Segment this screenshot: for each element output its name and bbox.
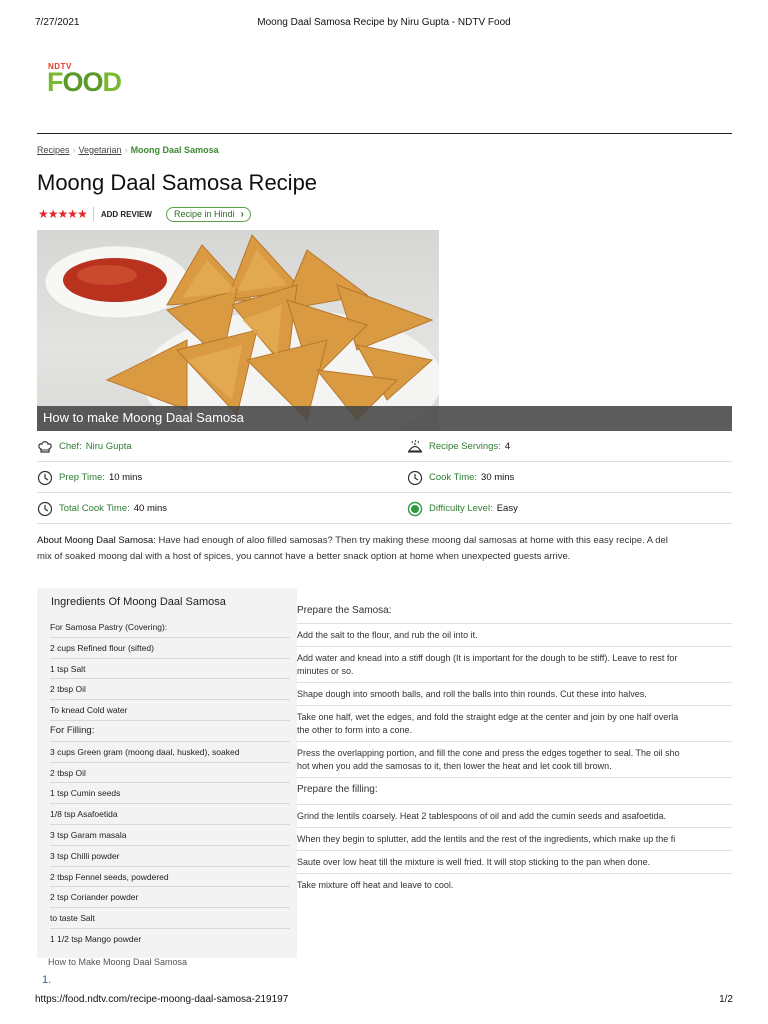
ingredient-section-heading: For Filling: (50, 721, 290, 742)
about-text-line-2: mix of soaked moong dal with a host of spices, you cannot have a better snack option at home when unexpected guests arrive. (37, 551, 571, 562)
about-label: About Moong Daal Samosa (37, 535, 154, 546)
ingredient-item: 1 tsp Cumin seeds (50, 783, 290, 804)
servings-label: Recipe Servings: (429, 441, 501, 452)
total-time-info (37, 493, 167, 524)
print-url: https://food.ndtv.com/recipe-moong-daal-samosa-219197 (35, 994, 289, 1005)
logo-letter: O (62, 67, 83, 97)
clock-icon (37, 501, 53, 517)
ingredient-item: 2 tbsp Oil (50, 679, 290, 700)
print-date: 7/27/2021 (35, 17, 80, 28)
chef-name[interactable]: Niru Gupta (85, 441, 132, 452)
print-page-title: Moong Daal Samosa Recipe by Niru Gupta - NDTV Food (257, 17, 511, 28)
ndtv-food-logo[interactable] (47, 62, 127, 98)
how-to-make-label: How to Make Moong Daal Samosa (48, 957, 188, 967)
add-review-link[interactable]: ADD REVIEW (100, 209, 152, 219)
rating-row (38, 206, 251, 222)
breadcrumb-separator: › (72, 145, 76, 155)
header-divider (37, 133, 732, 134)
breadcrumb-current: Moong Daal Samosa (130, 145, 219, 155)
prep-time-label: Prep Time: (59, 472, 105, 483)
method-step-line: Press the overlapping portion, and fill the cone and press the edges together to seal. The oil sho (297, 748, 680, 758)
chef-label: Chef: (59, 441, 82, 452)
difficulty-label: Difficulty Level: (429, 503, 493, 514)
about-text-line-1: : Have had enough of aloo filled samosas? Then try making these moong dal samosas at home with this easy recipe. A del (153, 535, 668, 546)
servings-value: 4 (504, 441, 511, 452)
method-step: Shape dough into smooth balls, and roll the balls into thin rounds. Cut these into halves. (297, 683, 732, 706)
ingredient-item: For Samosa Pastry (Covering): (50, 617, 290, 638)
difficulty-value: Easy (496, 503, 518, 514)
ingredients-title: Ingredients Of Moong Daal Samosa (51, 596, 226, 608)
step-section-heading: Prepare the Samosa: (297, 598, 732, 624)
ingredient-item: 1 1/2 tsp Mango powder (50, 933, 142, 944)
star-icon[interactable]: ★ (67, 207, 79, 221)
breadcrumb (37, 145, 219, 155)
method-step-line: Take one half, wet the edges, and fold the straight edge at the center and join by one half overla (297, 712, 679, 722)
star-icon[interactable]: ★ (47, 207, 59, 221)
star-rating[interactable] (38, 208, 87, 220)
ingredients-list (50, 617, 290, 950)
method-step: When they begin to splutter, add the lentils and the rest of the ingredients, which make up the fi (297, 828, 732, 851)
star-icon[interactable]: ★ (77, 207, 88, 221)
ingredient-item: 3 tsp Garam masala (50, 825, 290, 846)
logo-food-text (47, 67, 121, 97)
star-icon[interactable]: ★ (38, 207, 49, 221)
about-recipe (37, 533, 737, 565)
serving-dish-icon (407, 439, 423, 455)
how-to-step-number: 1. (42, 974, 52, 986)
ingredient-item: 2 tbsp Fennel seeds, powdered (50, 867, 290, 888)
ingredients-panel (37, 588, 297, 958)
star-icon[interactable]: ★ (57, 207, 69, 221)
ingredient-item: To knead Cold water (50, 700, 290, 721)
method-step: Grind the lentils coarsely. Heat 2 tablespoons of oil and add the cumin seeds and asafoetida. (297, 805, 732, 828)
print-page-number: 1/2 (719, 994, 733, 1005)
clock-icon (37, 470, 53, 486)
ingredient-item: 3 cups Green gram (moong daal, husked), soaked (50, 742, 290, 763)
method-step (297, 742, 732, 778)
recipe-in-hindi-button[interactable] (166, 207, 251, 222)
ingredient-item: 2 tsp Coriander powder (50, 887, 290, 908)
info-row (37, 462, 732, 493)
page-title: Moong Daal Samosa Recipe (37, 170, 318, 195)
samosa-photo-illustration (37, 230, 439, 431)
ingredient-item: 1 tsp Salt (50, 659, 290, 680)
recipe-info-grid (37, 431, 732, 524)
step-section-heading: Prepare the filling: (297, 778, 732, 805)
ingredient-item: to taste Salt (50, 908, 290, 929)
hero-caption: How to make Moong Daal Samosa (43, 410, 244, 425)
method-steps (297, 598, 732, 896)
ingredient-item: 2 tbsp Oil (50, 763, 290, 784)
cook-time-value: 30 mins (481, 472, 515, 483)
logo-letter: D (102, 67, 122, 97)
chef-info (37, 431, 132, 462)
ingredient-item: 2 cups Refined flour (sifted) (50, 638, 290, 659)
rating-divider (93, 207, 94, 221)
method-step (297, 647, 732, 683)
method-step-line: the other to form into a cone. (297, 725, 413, 735)
recipe-hero-image (37, 230, 439, 431)
info-row (37, 493, 732, 524)
method-step-line: hot when you add the samosas to it, then lower the heat and let cook till brown. (297, 761, 612, 771)
ingredient-item: 1/8 tsp Asafoetida (50, 804, 290, 825)
recipe-in-hindi-label: Recipe in Hindi (173, 209, 235, 219)
breadcrumb-separator: › (124, 145, 128, 155)
total-time-value: 40 mins (133, 503, 168, 514)
chevron-right-icon: › (240, 208, 244, 220)
method-step: Add the salt to the flour, and rub the oil into it. (297, 624, 732, 647)
difficulty-easy-icon (407, 501, 423, 517)
total-time-label: Total Cook Time: (59, 503, 130, 514)
chef-hat-icon (37, 439, 53, 455)
prep-time-value: 10 mins (108, 472, 143, 483)
logo-letter: O (82, 67, 103, 97)
breadcrumb-vegetarian[interactable]: Vegetarian (78, 145, 122, 155)
ingredient-item: 3 tsp Chilli powder (50, 846, 290, 867)
info-row (37, 431, 732, 462)
method-step-line: minutes or so. (297, 666, 354, 676)
cook-time-label: Cook Time: (429, 472, 478, 483)
logo-letter: F (47, 67, 63, 97)
clock-icon (407, 470, 423, 486)
method-step-line: Add water and knead into a stiff dough (It is important for the dough to be stiff). Leave to rest for (297, 653, 678, 663)
prep-time-info (37, 462, 142, 493)
logo-ndtv-text: NDTV (48, 62, 72, 71)
method-step: Take mixture off heat and leave to cool. (297, 880, 454, 890)
difficulty-info (407, 493, 518, 524)
breadcrumb-recipes[interactable]: Recipes (37, 145, 70, 155)
method-step: Saute over low heat till the mixture is well fried. It will stop sticking to the pan when done. (297, 851, 732, 874)
hero-caption-bar (37, 406, 732, 431)
servings-info (407, 431, 510, 462)
method-step (297, 706, 732, 742)
cook-time-info (407, 462, 514, 493)
